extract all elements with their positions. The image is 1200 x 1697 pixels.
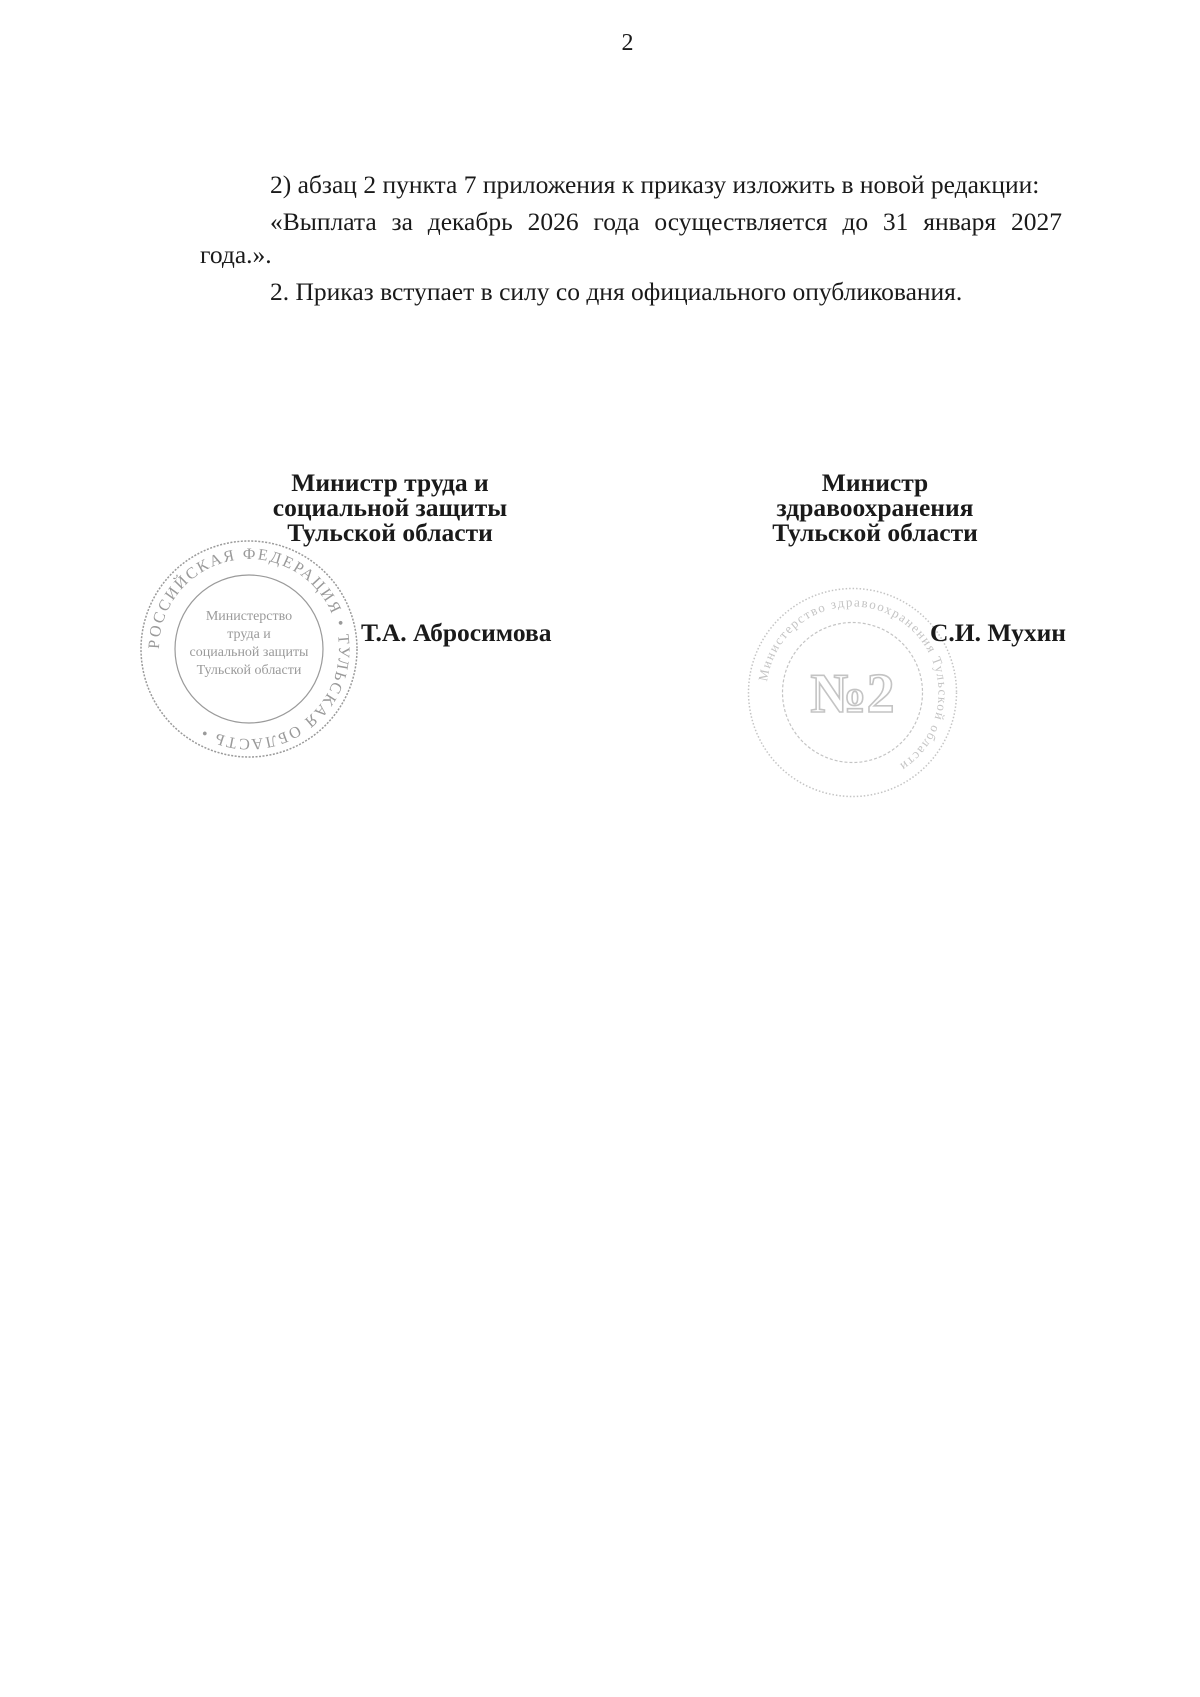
seal-number: №2 <box>810 663 895 725</box>
quoted-new-wording: «Выплата за декабрь 2026 года осуществляется до 31 января 2027 года.». <box>200 207 1062 269</box>
title-line: здравоохранения <box>776 493 974 522</box>
seal-center-line: труда и <box>227 627 271 642</box>
ministry-health-seal <box>745 585 960 800</box>
left-signatory-name: Т.А. Абросимова <box>361 618 552 647</box>
seal-ring-text: РОССИЙСКАЯ ФЕДЕРАЦИЯ • ТУЛЬСКАЯ ОБЛАСТЬ • <box>145 545 353 753</box>
seal-center-line: социальной защиты <box>189 645 309 660</box>
ministry-labour-seal <box>138 538 360 760</box>
effective-date-clause: 2. Приказ вступает в силу со дня официального опубликования. <box>270 277 963 306</box>
seal-center-line: Тульской области <box>196 663 302 678</box>
page-number: 2 <box>621 30 634 56</box>
seal-center-line: Министерство <box>205 609 293 624</box>
amendment-paragraph: 2) абзац 2 пункта 7 приложения к приказу изложить в новой редакции: <box>270 170 1040 199</box>
title-line: Тульской области <box>287 518 493 547</box>
title-line: Тульской области <box>772 518 978 547</box>
seal-ring-text: Министерство здравоохранения Тульской области <box>755 594 951 776</box>
ministry-health-seal-graphic <box>745 585 960 800</box>
title-line: социальной защиты <box>272 493 508 522</box>
right-signatory-title <box>725 470 1025 545</box>
title-line: Министр <box>821 468 929 497</box>
left-signatory-title <box>240 470 540 545</box>
right-signatory-name: С.И. Мухин <box>930 618 1066 647</box>
title-line: Министр труда и <box>291 468 489 497</box>
ministry-labour-seal-graphic <box>138 538 360 760</box>
order-body <box>200 168 1062 312</box>
